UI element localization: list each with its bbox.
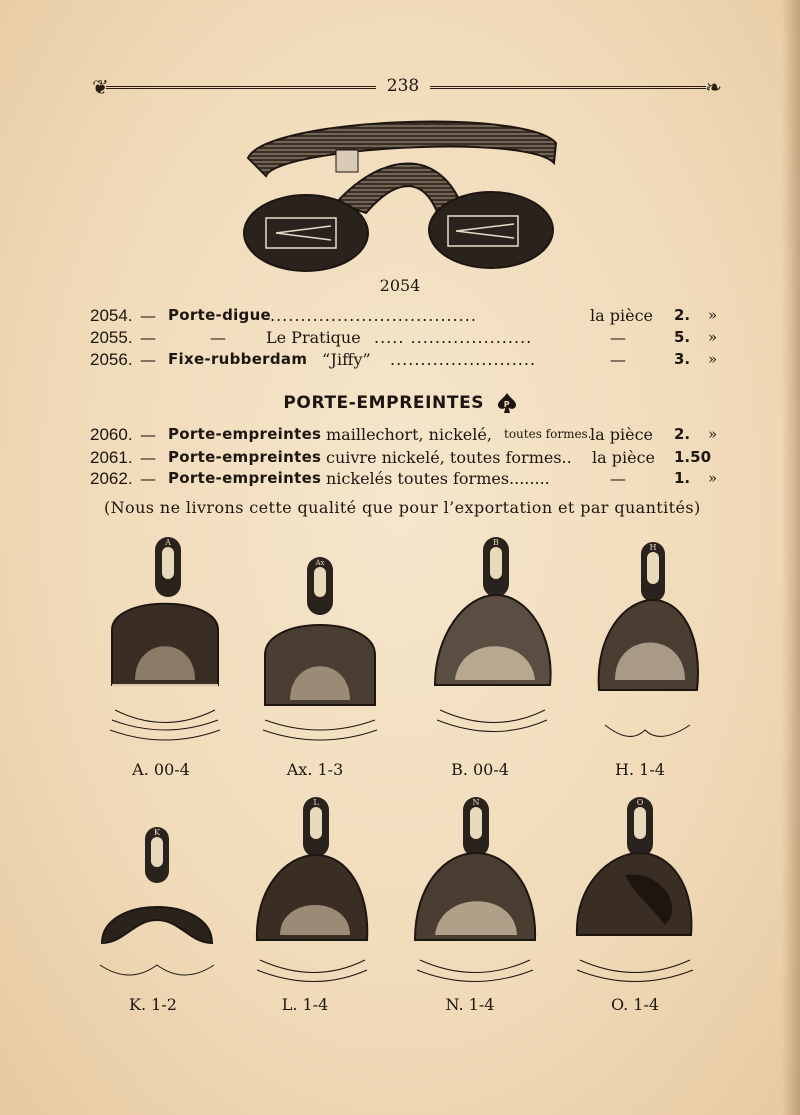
guillemet: » [708, 425, 718, 443]
tray-letter: Ax [315, 559, 325, 567]
catalog-entry [90, 328, 730, 350]
item-name: Fixe-rubberdam [168, 350, 308, 368]
section-title-text: PORTE-EMPREINTES [283, 393, 485, 413]
item-name: Porte-digue [168, 306, 272, 324]
item-number: 2056. [90, 350, 133, 369]
catalog-entry [90, 469, 730, 491]
header-rule-left [106, 86, 376, 89]
tray-label: N. 1-4 [445, 995, 495, 1014]
tray-letter: K [154, 828, 160, 837]
tray-label: K. 1-2 [129, 995, 177, 1014]
price: 1. [674, 469, 691, 487]
unit: la pièce [590, 306, 653, 325]
tray-label: A. 00-4 [132, 760, 190, 779]
leader-dots: ........................ [390, 350, 537, 369]
guillemet: » [708, 306, 718, 324]
catalog-entry [90, 425, 730, 447]
page-header [92, 76, 722, 98]
tray-letter: A [165, 538, 171, 547]
unit: — [610, 328, 626, 347]
item-name: Porte-empreintes [168, 448, 322, 466]
price: 2. [674, 306, 691, 324]
item-number: 2054. [90, 306, 133, 325]
dash: — [140, 448, 156, 467]
export-note: (Nous ne livrons cette qualité que pour l’exportation et par quantités) [104, 498, 701, 517]
unit: — [610, 469, 626, 488]
header-rule-right [430, 86, 706, 89]
impression-tray-illustration [585, 540, 705, 755]
leader-dots: ..... .................... [374, 328, 533, 347]
tray-letter: H [649, 543, 657, 552]
impression-tray-illustration [255, 555, 385, 755]
item-name: Porte-empreintes [168, 469, 322, 487]
tray-label: O. 1-4 [610, 995, 660, 1014]
ditto-dash: — [210, 328, 226, 347]
catalog-entry [90, 350, 730, 372]
item-description: cuivre nickelé, toutes formes.. [326, 448, 572, 467]
price: 1.50 [674, 448, 712, 466]
impression-tray-illustration [425, 535, 555, 755]
item-number: 2060. [90, 425, 133, 444]
unit: la pièce [590, 425, 653, 444]
tray-letter: N [472, 798, 480, 807]
guillemet: » [708, 328, 718, 346]
impression-tray-illustration [245, 795, 375, 995]
item-name: Porte-empreintes [168, 425, 322, 443]
catalog-entry [90, 448, 730, 470]
price: 2. [674, 425, 691, 443]
section-title [0, 392, 800, 414]
impression-tray-illustration [565, 795, 705, 995]
dash: — [140, 350, 156, 369]
page-edge-shadow [782, 0, 800, 1115]
item-number: 2062. [90, 469, 133, 488]
item-small-note: toutes formes. [504, 427, 592, 441]
page-number: 238 [386, 76, 420, 96]
figure-caption: 2054 [379, 276, 421, 295]
tray-label: B. 00-4 [451, 760, 509, 779]
impression-tray-illustration [90, 825, 220, 995]
guillemet: » [708, 350, 718, 368]
tray-label: H. 1-4 [615, 760, 665, 779]
item-number: 2055. [90, 328, 133, 347]
left-ornament-icon: ❦ [92, 75, 109, 99]
guillemet: » [708, 469, 718, 487]
item-name: Le Pratique [266, 328, 361, 347]
tray-letter: B [493, 538, 499, 547]
tray-letter: L [313, 798, 319, 807]
item-description: nickelés toutes formes........ [326, 469, 550, 488]
leader-dots: .................................. [270, 306, 477, 325]
rubber-dam-holder-illustration [236, 108, 566, 278]
item-description: maillechort, nickelé, [326, 425, 492, 444]
dash: — [140, 328, 156, 347]
dash: — [140, 469, 156, 488]
catalog-entry [90, 306, 730, 328]
tray-letter: O [636, 798, 644, 807]
tray-label: Ax. 1-3 [286, 760, 344, 779]
spade-trademark-icon [497, 392, 517, 414]
svg-text:P: P [503, 400, 510, 409]
price: 5. [674, 328, 691, 346]
impression-tray-illustration [405, 795, 545, 995]
unit: la pièce [592, 448, 655, 467]
right-ornament-icon: ❧ [705, 75, 722, 99]
dash: — [140, 425, 156, 444]
price: 3. [674, 350, 691, 368]
dash: — [140, 306, 156, 325]
unit: — [610, 350, 626, 369]
tray-label: L. 1-4 [281, 995, 329, 1014]
item-number: 2061. [90, 448, 133, 467]
item-extra: “Jiffy” [322, 350, 371, 369]
impression-tray-illustration [100, 535, 230, 755]
